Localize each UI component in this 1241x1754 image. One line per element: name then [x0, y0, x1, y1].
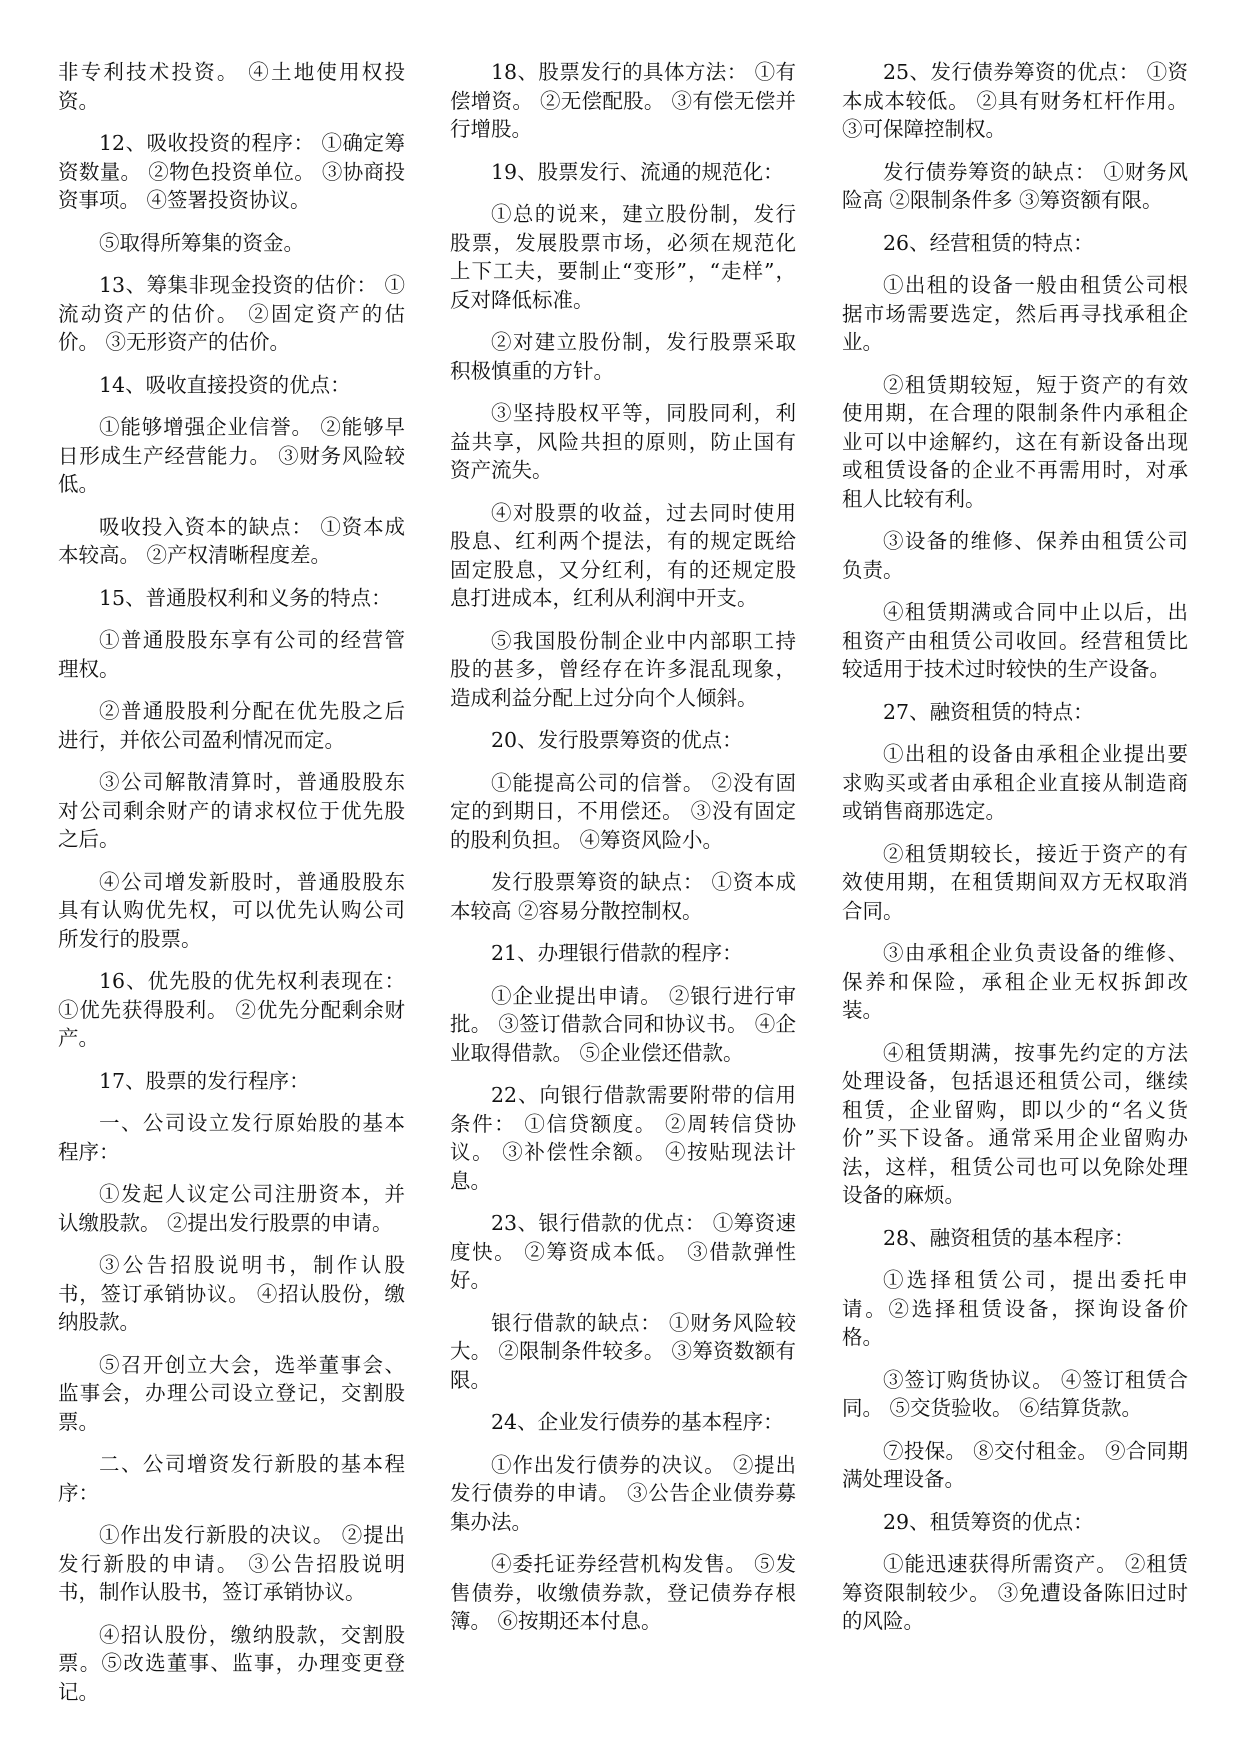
paragraph: 27、融资租赁的特点：: [883, 699, 1094, 724]
paragraph: ④租赁期满或合同中止以后，出租资产由租赁公司收回。经营租赁比较适用于技术过时较快的生产设备。: [842, 600, 1188, 681]
paragraph: 发行债券筹资的缺点： ①财务风险高 ②限制条件多 ③筹资额有限。: [842, 159, 1188, 212]
paragraph: ④对股票的收益，过去同时使用股息、红利两个提法，有的规定既给固定股息，又分红利，有的还规定股息打进成本，红利从利润中开支。: [450, 500, 796, 610]
paragraph: ②租赁期较长，接近于资产的有效使用期，在租赁期间双方无权取消合同。: [842, 841, 1188, 923]
paragraph: ①能迅速获得所需资产。 ②租赁筹资限制较少。 ③免遭设备陈旧过时的风险。: [842, 1552, 1188, 1633]
paragraph: ①出租的设备一般由租赁公司根据市场需要选定，然后再寻找承租企业。: [842, 273, 1188, 354]
paragraph: ①能提高公司的信誉。 ②没有固定的到期日，不用偿还。 ③没有固定的股利负担。 ④筹资风险小。: [450, 770, 796, 852]
paragraph: ②对建立股份制，发行股票采取积极慎重的方针。: [450, 330, 796, 383]
paragraph: 19、股票发行、流通的规范化：: [491, 159, 784, 184]
paragraph: 29、租赁筹资的优点：: [883, 1509, 1094, 1534]
paragraph: ①总的说来，建立股份制，发行股票，发展股票市场，必须在规范化上下工夫，要制止“变形”，“走样”，反对降低标准。: [450, 202, 796, 312]
paragraph: ⑦投保。 ⑧交付租金。 ⑨合同期满处理设备。: [842, 1438, 1188, 1491]
paragraph: ①作出发行债券的决议。 ②提出发行债券的申请。 ③公告企业债券募集办法。: [450, 1452, 796, 1534]
paragraph: ④委托证券经营机构发售。 ⑤发售债券，收缴债券款，登记债券存根簿。 ⑥按期还本付息。: [450, 1552, 796, 1633]
paragraph: 23、银行借款的优点： ①筹资速度快。 ②筹资成本低。 ③借款弹性好。: [450, 1211, 796, 1292]
paragraph: ⑤取得所筹集的资金。: [99, 230, 304, 255]
text-column-middle: [450, 58, 796, 1650]
paragraph: 14、吸收直接投资的优点：: [99, 372, 351, 397]
paragraph: 13、筹集非现金投资的估价： ①流动资产的估价。 ②固定资产的估价。 ③无形资产的估价。: [58, 273, 405, 354]
paragraph: 20、发行股票筹资的优点：: [491, 728, 743, 752]
paragraph: ③由承租企业负责设备的维修、保养和保险，承租企业无权拆卸改装。: [842, 941, 1188, 1022]
paragraph: ③签订购货协议。 ④签订租赁合同。 ⑤交货验收。 ⑥结算货款。: [842, 1367, 1188, 1420]
paragraph: ⑤我国股份制企业中内部职工持股的甚多，曾经存在许多混乱现象，造成利益分配上过分向个人倾斜。: [450, 628, 796, 710]
paragraph: ④租赁期满，按事先约定的方法处理设备，包括退还租赁公司，继续租赁，企业留购，即以少的“名义货价”买下设备。通常采用企业留购办法，这样，租赁公司也可以免除处理设备的麻烦。: [842, 1040, 1188, 1207]
paragraph: 一、公司设立发行原始股的基本程序：: [58, 1111, 405, 1164]
paragraph: ③设备的维修、保养由租赁公司负责。: [842, 529, 1188, 582]
paragraph: 22、向银行借款需要附带的信用条件： ①信贷额度。 ②周转信贷协议。 ③补偿性余额。 ④按贴现法计息。: [450, 1083, 796, 1193]
text-column-right: [842, 58, 1188, 1650]
paragraph: 12、吸收投资的程序： ①确定筹资数量。 ②物色投资单位。 ③协商投资事项。 ④签署投资协议。: [58, 131, 405, 212]
paragraph: ①作出发行新股的决议。 ②提出发行新股的申请。 ③公告招股说明书，制作认股书，签订承销协议。: [58, 1523, 405, 1604]
paragraph: ①选择租赁公司，提出委托申请。②选择租赁设备，探询设备价格。: [842, 1268, 1188, 1349]
text-column-left: [58, 58, 405, 1720]
paragraph: 二、公司增资发行新股的基本程序：: [58, 1452, 405, 1505]
paragraph: ③公告招股说明书，制作认股书，签订承销协议。 ④招认股份，缴纳股款。: [58, 1253, 405, 1334]
paragraph: 16、优先股的优先权利表现在：①优先获得股利。 ②优先分配剩余财产。: [58, 969, 405, 1050]
paragraph: ①普通股股东享有公司的经营管理权。: [58, 628, 405, 681]
paragraph: 26、经营租赁的特点：: [883, 230, 1094, 255]
paragraph: 非专利技术投资。 ④土地使用权投资。: [58, 60, 405, 113]
paragraph: ①出租的设备由承租企业提出要求购买或者由承租企业直接从制造商或销售商那选定。: [842, 742, 1188, 823]
paragraph: 发行股票筹资的缺点： ①资本成本较高 ②容易分散控制权。: [450, 870, 796, 923]
paragraph: ③坚持股权平等，同股同利，利益共享，风险共担的原则，防止国有资产流失。: [450, 401, 796, 482]
paragraph: ①企业提出申请。 ②银行进行审批。 ③签订借款合同和协议书。 ④企业取得借款。 ⑤企业偿还借款。: [450, 983, 796, 1065]
paragraph: ②租赁期较短，短于资产的有效使用期，在合理的限制条件内承租企业可以中途解约，这在有新设备出现或租赁设备的企业不再需用时，对承租人比较有利。: [842, 372, 1188, 511]
paragraph: ①能够增强企业信誉。 ②能够早日形成生产经营能力。 ③财务风险较低。: [58, 415, 405, 496]
paragraph: ②普通股股利分配在优先股之后进行，并依公司盈利情况而定。: [58, 699, 405, 752]
paragraph: 吸收投入资本的缺点： ①资本成本较高。 ②产权清晰程度差。: [58, 514, 405, 567]
paragraph: ⑤召开创立大会，选举董事会、监事会，办理公司设立登记，交割股票。: [58, 1352, 405, 1434]
paragraph: 银行借款的缺点： ①财务风险较大。 ②限制条件较多。 ③筹资数额有限。: [450, 1310, 796, 1392]
paragraph: 25、发行债券筹资的优点： ①资本成本较低。 ②具有财务杠杆作用。 ③可保障控制权。: [842, 60, 1188, 141]
paragraph: 24、企业发行债券的基本程序：: [491, 1410, 784, 1434]
paragraph: 28、融资租赁的基本程序：: [883, 1225, 1135, 1250]
paragraph: 18、股票发行的具体方法： ①有偿增资。 ②无偿配股。 ③有偿无偿并行增股。: [450, 60, 796, 141]
paragraph: ③公司解散清算时，普通股股东对公司剩余财产的请求权位于优先股之后。: [58, 770, 405, 851]
paragraph: ④公司增发新股时，普通股股东具有认购优先权，可以优先认购公司所发行的股票。: [58, 869, 405, 951]
paragraph: ④招认股份，缴纳股款，交割股票。⑤改选董事、监事，办理变更登记。: [58, 1622, 405, 1704]
paragraph: 21、办理银行借款的程序：: [491, 941, 743, 965]
paragraph: 15、普通股权利和义务的特点：: [99, 585, 392, 610]
paragraph: 17、股票的发行程序：: [99, 1068, 310, 1093]
paragraph: ①发起人议定公司注册资本，并认缴股款。 ②提出发行股票的申请。: [58, 1182, 405, 1235]
